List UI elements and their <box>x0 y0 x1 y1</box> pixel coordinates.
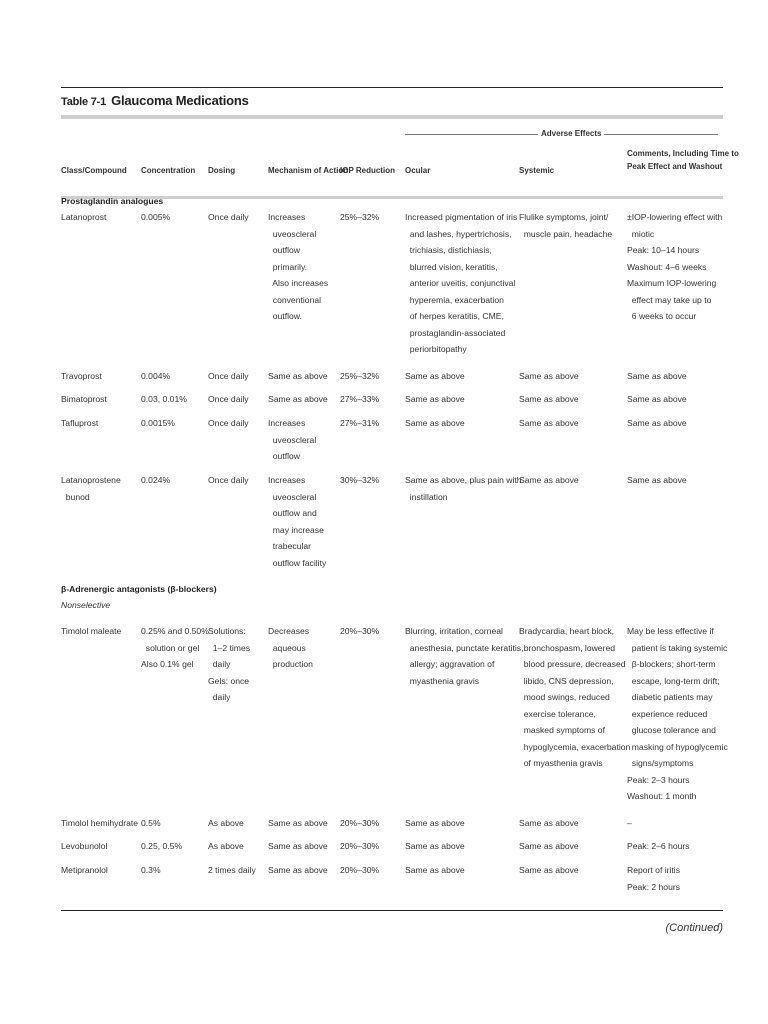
cell-compound: Metipranolol <box>61 865 108 875</box>
title-band <box>61 115 723 119</box>
cell-ocular: Same as above, plus pain with instillation <box>405 475 522 502</box>
header-class: Class/Compound <box>61 166 127 175</box>
cell-comments: Same as above <box>627 394 687 404</box>
cell-concentration: 0.024% <box>141 475 171 485</box>
cell-comments: May be less effective if patient is taking systemic β-blockers; short-term escape, long-term drift; diabetic patients may experience reduced glucose tolerance and masking of hypoglycemic signs/symptoms Peak: 2–3 hours Washout: 1 month <box>627 626 728 801</box>
cell-compound: Levobunolol <box>61 841 108 851</box>
cell-systemic: Same as above <box>519 394 579 404</box>
header-systemic: Systemic <box>519 166 555 175</box>
cell-compound: Travoprost <box>61 371 102 381</box>
table-title-text: Glaucoma Medications <box>111 93 249 108</box>
cell-systemic: Flulike symptoms, joint/ muscle pain, headache <box>519 212 613 239</box>
cell-mechanism: Same as above <box>268 818 328 828</box>
header-dosing: Dosing <box>208 166 236 175</box>
cell-mechanism: Same as above <box>268 371 328 381</box>
cell-concentration: 0.3% <box>141 865 161 875</box>
cell-ocular: Increased pigmentation of iris and lashes, hypertrichosis, trichiasis, distichiasis, blurred vision, keratitis, anterior uveitis, conjunctival hyperemia, exacerbation of herpes keratitis, CME, prostaglandin-associated periorbitopathy <box>405 212 518 354</box>
cell-iop: 20%–30% <box>340 865 380 875</box>
header-concentration: Concentration <box>141 166 196 175</box>
section-beta-blockers: β-Adrenergic antagonists (β-blockers) <box>61 584 217 594</box>
cell-compound: Latanoprostene bunod <box>61 475 121 502</box>
cell-mechanism: Same as above <box>268 841 328 851</box>
cell-iop: 20%–30% <box>340 626 380 636</box>
cell-dosing: Solutions: 1–2 times daily Gels: once daily <box>208 626 251 702</box>
cell-mechanism: Increases uveoscleral outflow and may increase trabecular outflow facility <box>268 475 327 568</box>
cell-compound: Bimatoprost <box>61 394 107 404</box>
cell-mechanism: Decreases aqueous production <box>268 626 313 669</box>
cell-comments: Report of iritis Peak: 2 hours <box>627 865 681 892</box>
cell-concentration: 0.005% <box>141 212 171 222</box>
cell-comments: Same as above <box>627 475 687 485</box>
top-rule <box>61 87 723 88</box>
cell-dosing: As above <box>208 841 244 851</box>
cell-ocular: Same as above <box>405 371 465 381</box>
continued-note: (Continued) <box>665 922 723 934</box>
cell-iop: 30%–32% <box>340 475 380 485</box>
cell-concentration: 0.25, 0.5% <box>141 841 183 851</box>
cell-ocular: Same as above <box>405 394 465 404</box>
cell-dosing: As above <box>208 818 244 828</box>
cell-concentration: 0.25% and 0.50% solution or gel Also 0.1% gel <box>141 626 209 669</box>
cell-dosing: Once daily <box>208 212 249 222</box>
cell-iop: 27%–33% <box>340 394 380 404</box>
cell-mechanism: Increases uveoscleral outflow primarily. Also increases conventional outflow. <box>268 212 329 321</box>
cell-ocular: Blurring, irritation, corneal anesthesia, punctate keratitis, allergy; aggravation of myasthenia gravis <box>405 626 524 686</box>
cell-comments: Same as above <box>627 418 687 428</box>
cell-mechanism: Increases uveoscleral outflow <box>268 418 317 461</box>
cell-systemic: Same as above <box>519 371 579 381</box>
cell-iop: 20%–30% <box>340 818 380 828</box>
header-ocular: Ocular <box>405 166 431 175</box>
cell-ocular: Same as above <box>405 818 465 828</box>
cell-iop: 27%–31% <box>340 418 380 428</box>
cell-dosing: Once daily <box>208 371 249 381</box>
cell-iop: 25%–32% <box>340 371 380 381</box>
table-title <box>61 93 249 108</box>
cell-dosing: Once daily <box>208 394 249 404</box>
header-comments: Comments, Including Time to Peak Effect and Washout <box>627 149 739 171</box>
cell-systemic: Same as above <box>519 841 579 851</box>
cell-dosing: 2 times daily <box>208 865 256 875</box>
cell-compound: Timolol maleate <box>61 626 122 636</box>
cell-comments: ±IOP-lowering effect with miotic Peak: 10–14 hours Washout: 4–6 weeks Maximum IOP-lowering effect may take up to 6 weeks to occur <box>627 212 723 321</box>
subsection-nonselective: Nonselective <box>61 600 111 610</box>
cell-compound: Tafluprost <box>61 418 99 428</box>
cell-comments: – <box>627 818 632 828</box>
cell-systemic: Same as above <box>519 418 579 428</box>
cell-concentration: 0.004% <box>141 371 171 381</box>
adverse-effects-header: Adverse Effects <box>538 129 604 138</box>
cell-comments: Same as above <box>627 371 687 381</box>
cell-concentration: 0.0015% <box>141 418 175 428</box>
cell-iop: 20%–30% <box>340 841 380 851</box>
cell-compound: Timolol hemihydrate <box>61 818 139 828</box>
cell-concentration: 0.5% <box>141 818 161 828</box>
cell-concentration: 0.03, 0.01% <box>141 394 187 404</box>
cell-mechanism: Same as above <box>268 865 328 875</box>
cell-ocular: Same as above <box>405 418 465 428</box>
bottom-rule <box>61 910 723 911</box>
cell-comments: Peak: 2–6 hours <box>627 841 690 851</box>
header-iop: IOP Reduction <box>340 166 395 175</box>
cell-dosing: Once daily <box>208 475 249 485</box>
cell-compound: Latanoprost <box>61 212 107 222</box>
cell-ocular: Same as above <box>405 841 465 851</box>
header-mechanism: Mechanism of Action <box>268 166 349 175</box>
table-label: Table 7-1 <box>61 96 107 108</box>
cell-dosing: Once daily <box>208 418 249 428</box>
cell-ocular: Same as above <box>405 865 465 875</box>
cell-iop: 25%–32% <box>340 212 380 222</box>
cell-systemic: Bradycardia, heart block, bronchospasm, lowered blood pressure, decreased libido, CNS depression, mood swings, reduced exercise tolerance, masked symptoms of hypoglycemia, exacerbation of myasthenia gravis <box>519 626 631 768</box>
cell-systemic: Same as above <box>519 865 579 875</box>
section-prostaglandin: Prostaglandin analogues <box>61 196 164 206</box>
cell-mechanism: Same as above <box>268 394 328 404</box>
cell-systemic: Same as above <box>519 475 579 485</box>
cell-systemic: Same as above <box>519 818 579 828</box>
